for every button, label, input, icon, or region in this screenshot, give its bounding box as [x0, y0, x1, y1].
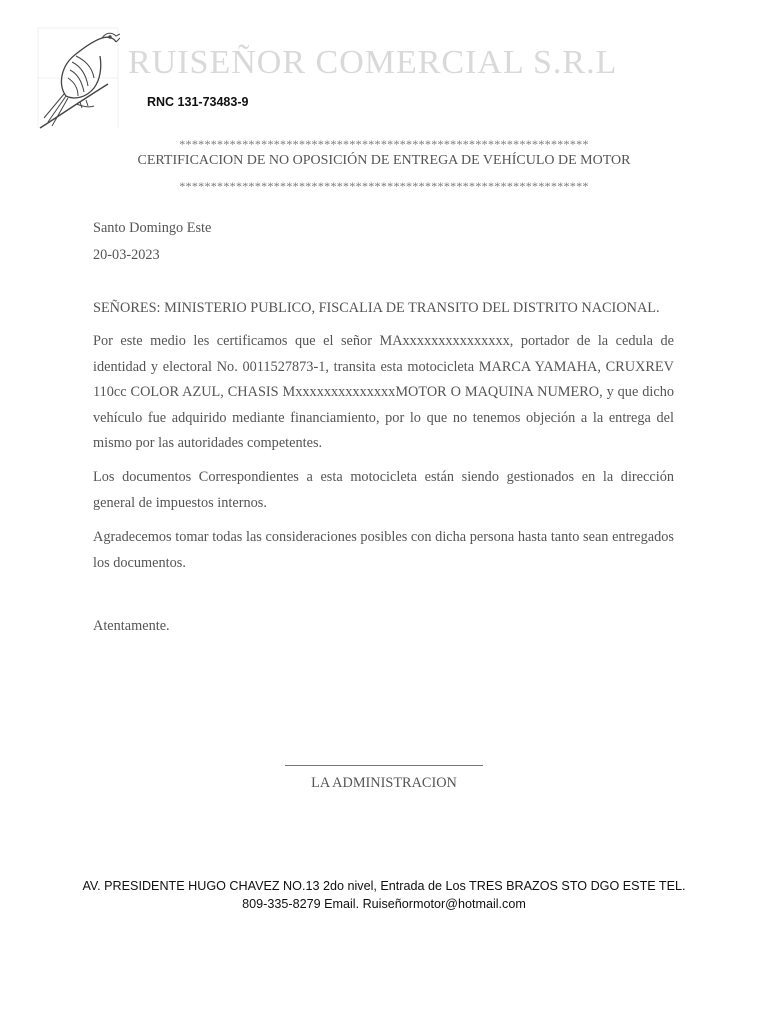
- body-paragraph-1: Por este medio les certificamos que el señor MAxxxxxxxxxxxxxxx, portador de la cedula de identidad y electoral No. 0011527873-1, transita esta motocicleta MARCA YAMAHA, CRUXREV 110cc COLOR AZUL, CHASIS MxxxxxxxxxxxxxxMOTOR O MAQUINA NUMERO, y que dicho vehículo fue adquirido mediante financiamiento, por lo que no tenemos objeción a la entrega del mismo por las autoridades competentes.: [93, 333, 674, 451]
- title-separator-top: *****************************************************************: [179, 137, 589, 151]
- footer-address: [40, 878, 728, 913]
- addressee: SEÑORES: MINISTERIO PUBLICO, FISCALIA DE TRANSITO DEL DISTRITO NACIONAL.: [93, 300, 660, 316]
- title-separator-bottom: *****************************************************************: [179, 179, 589, 193]
- body-paragraph-2: Los documentos Correspondientes a esta motocicleta están siendo gestionados en la dirección general de impuestos internos.: [93, 469, 674, 511]
- footer-line-2: 809-335-8279 Email. Ruiseñormotor@hotmail.com: [242, 896, 526, 911]
- closing: Atentamente.: [93, 618, 170, 634]
- company-name: RUISEÑOR COMERCIAL S.R.L: [128, 44, 618, 81]
- location: Santo Domingo Este: [93, 220, 212, 236]
- footer-line-1: AV. PRESIDENTE HUGO CHAVEZ NO.13 2do nivel, Entrada de Los TRES BRAZOS STO DGO ESTE TEL.: [82, 879, 686, 893]
- signature-label: LA ADMINISTRACION: [311, 775, 457, 791]
- signature-line: [285, 765, 483, 766]
- date: 20-03-2023: [93, 247, 160, 263]
- company-rnc: RNC 131-73483-9: [147, 95, 249, 109]
- certificate-title: CERTIFICACION DE NO OPOSICIÓN DE ENTREGA DE VEHÍCULO DE MOTOR: [137, 153, 631, 168]
- nightingale-bird-icon: [36, 26, 120, 130]
- body-paragraph-3: Agradecemos tomar todas las consideraciones posibles con dicha persona hasta tanto sean entregados los documentos.: [93, 529, 674, 571]
